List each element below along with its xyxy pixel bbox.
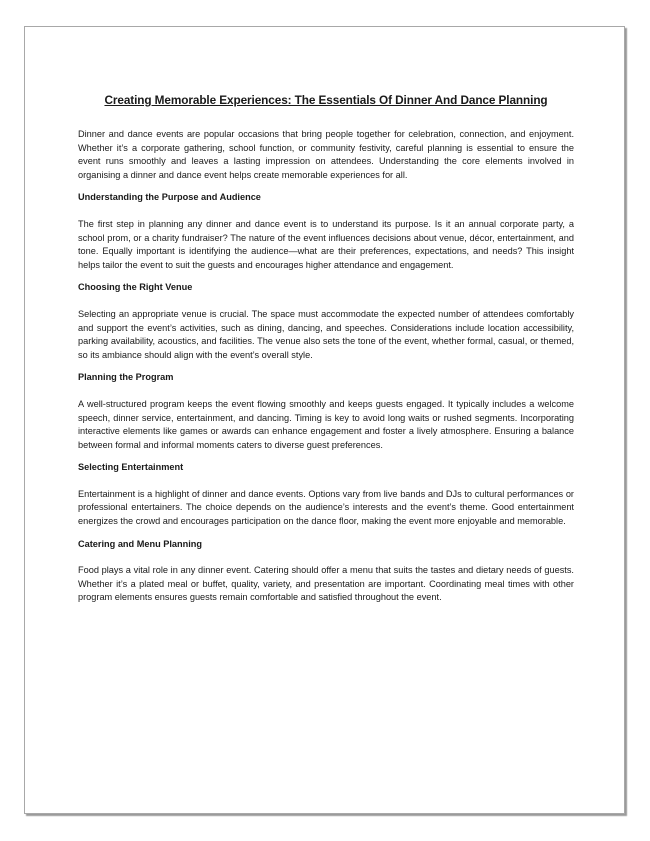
section-heading-venue: Choosing the Right Venue bbox=[78, 282, 193, 293]
section-body-purpose-audience: The first step in planning any dinner and dance event is to understand its purpose. Is it an annual corporate party, a school prom, or a charity fundraiser? The nature of the event influences decisions about venue, décor, entertainment, and tone. Equally important is identifying the audience—what are their preferences, expectations, and needs? This insight helps tailor the event to suit the guests and encourages higher attendance and engagement. bbox=[78, 218, 574, 270]
document-content bbox=[78, 93, 574, 605]
section-body-catering: Food plays a vital role in any dinner event. Catering should offer a menu that suits the tastes and dietary needs of guests. Whether it’s a plated meal or buffet, quality, variety, and presentation are important. Coordinating meal times with other program elements ensures guests remain comfortable and satisfied throughout the event. bbox=[78, 565, 574, 603]
intro-paragraph: Dinner and dance events are popular occasions that bring people together for celebration, connection, and enjoyment. Whether it’s a corporate gathering, school function, or community festivity, careful planning is essential to ensure the event runs smoothly and leaves a lasting impression on attendees. Understanding the core elements involved in organising a dinner and dance event helps create memorable experiences for all. bbox=[78, 129, 574, 180]
section-heading-entertainment: Selecting Entertainment bbox=[78, 462, 184, 473]
document-page bbox=[24, 26, 625, 814]
section-body-program: A well-structured program keeps the event flowing smoothly and keeps guests engaged. It typically includes a welcome speech, dinner service, entertainment, and dancing. Timing is key to avoid long waits or rushed segments. Incorporating interactive elements like games or awards can enhance engagement and foster a lively atmosphere. Ensuring a balance between formal and informal moments caters to diverse guest preferences. bbox=[78, 398, 574, 450]
document-title: Creating Memorable Experiences: The Essentials Of Dinner And Dance Planning bbox=[104, 93, 548, 107]
section-body-entertainment: Entertainment is a highlight of dinner and dance events. Options vary from live bands and DJs to cultural performances or professional entertainers. The choice depends on the audience’s interests and the event’s theme. Good entertainment energizes the crowd and encourages participation on the dance floor, making the event more enjoyable and memorable. bbox=[78, 488, 574, 527]
section-heading-program: Planning the Program bbox=[78, 372, 174, 383]
section-heading-purpose-audience: Understanding the Purpose and Audience bbox=[78, 192, 261, 203]
section-body-venue: Selecting an appropriate venue is crucial. The space must accommodate the expected number of attendees comfortably and support the event’s activities, such as dining, dancing, and speeches. Considerations include location accessibility, parking availability, acoustics, and facilities. The venue also sets the tone of the event, whether formal, casual, or themed, so its ambiance should align with the event’s overall style. bbox=[78, 308, 574, 360]
section-heading-catering: Catering and Menu Planning bbox=[78, 538, 203, 549]
